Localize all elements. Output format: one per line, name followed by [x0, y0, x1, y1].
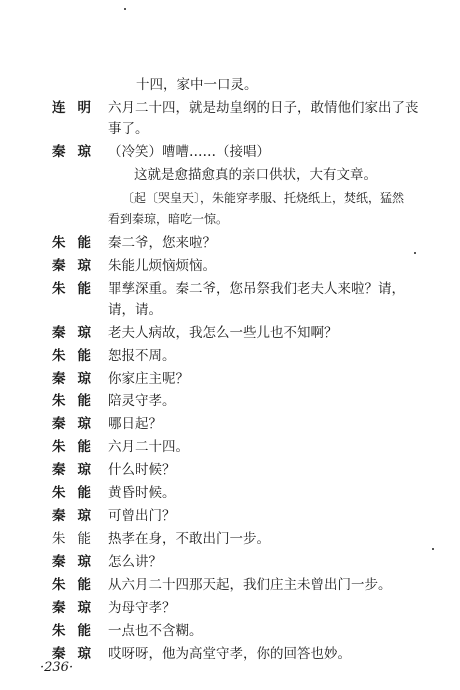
dialogue-line: 陪灵守孝。	[108, 393, 176, 409]
dialogue-line: 哪日起？	[108, 416, 162, 432]
print-speck	[124, 8, 126, 10]
dialogue-line: 六月二十四。	[108, 439, 189, 455]
dialogue-line: 可曾出门？	[108, 508, 176, 524]
dialogue-line: 怎么讲？	[108, 554, 162, 570]
speaker-name: 朱能	[52, 281, 103, 297]
dialogue-line: 一点也不含糊。	[108, 623, 203, 639]
dialogue-line: 热孝在身，不敢出门一步。	[108, 531, 270, 547]
dialogue-line: 黄昏时候。	[108, 485, 176, 501]
speaker-name: 朱能	[52, 393, 103, 409]
dialogue-line: （冷笑）嘈嘈……（接唱）	[108, 144, 270, 160]
dialogue-line: 老夫人病故，我怎么一些儿也不知啊？	[108, 325, 338, 341]
dialogue-line: 你家庄主呢？	[108, 371, 189, 387]
speaker-name: 秦琼	[52, 462, 103, 478]
dialogue-line: 罪孳深重。秦二爷，您吊祭我们老夫人来啦？请，	[108, 281, 405, 297]
speaker-name: 秦琼	[52, 646, 103, 662]
stage-direction: 〔起〔哭皇天〕，朱能穿孝服、托烧纸上，焚纸，猛然	[122, 191, 405, 205]
speaker-name: 朱能	[52, 577, 103, 593]
speaker-name: 秦琼	[52, 508, 103, 524]
dialogue-line: 请，请。	[108, 302, 162, 318]
dialogue-line: 秦二爷，您来啦？	[108, 235, 216, 251]
speaker-name: 秦琼	[52, 554, 103, 570]
dialogue-line: 为母守孝？	[108, 600, 176, 616]
speaker-name: 朱能	[52, 235, 103, 251]
dialogue-line: 六月二十四，就是劫皇纲的日子，敢情他们家出了丧	[108, 100, 419, 116]
dialogue-line: 朱能儿烦恼烦恼。	[108, 258, 216, 274]
print-speck	[432, 548, 434, 550]
dialogue-line: 从六月二十四那天起，我们庄主未曾出门一步。	[108, 577, 392, 593]
dialogue-line: 这就是愈描愈真的亲口供状，大有文章。	[134, 167, 377, 183]
print-speck	[414, 252, 416, 254]
speaker-name: 朱能	[52, 623, 103, 639]
speaker-name: 秦琼	[52, 325, 103, 341]
stage-direction: 看到秦琼，暗吃一惊。	[108, 212, 229, 226]
speaker-name: 朱能	[52, 531, 103, 547]
dialogue-line: 什么时候？	[108, 462, 176, 478]
text-line: 十四，家中一口灵。	[136, 77, 258, 93]
page-number: ·236·	[40, 660, 74, 675]
speaker-name: 秦琼	[52, 600, 103, 616]
dialogue-line: 恕报不周。	[108, 348, 176, 364]
speaker-name: 朱能	[52, 485, 103, 501]
speaker-name: 秦琼	[52, 416, 103, 432]
speaker-name: 秦琼	[52, 371, 103, 387]
speaker-name: 秦琼	[52, 144, 103, 160]
speaker-name: 连明	[52, 100, 103, 116]
dialogue-line: 事了。	[108, 121, 149, 137]
speaker-name: 朱能	[52, 439, 103, 455]
speaker-name: 秦琼	[52, 258, 103, 274]
dialogue-line: 哎呀呀，他为高堂守孝，你的回答也妙。	[108, 646, 351, 662]
speaker-name: 朱能	[52, 348, 103, 364]
